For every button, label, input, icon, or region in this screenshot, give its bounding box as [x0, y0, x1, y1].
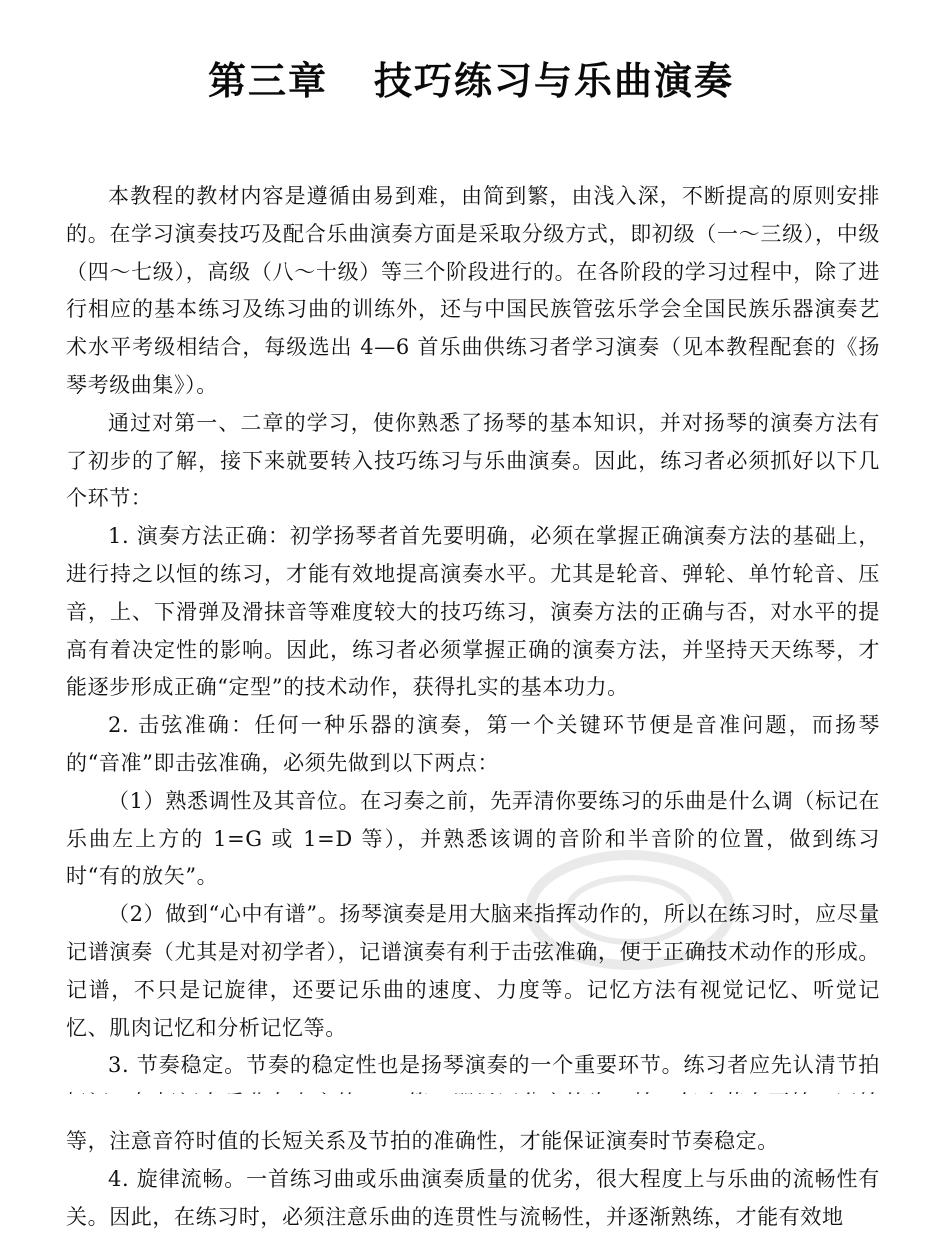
- page-bottom-cutoff: [0, 1094, 942, 1122]
- paragraph-correct-method: 1. 演奏方法正确：初学扬琴者首先要明确，必须在掌握正确演奏方法的基础上，进行持之以恒的练习，才能有效地提高演奏水平。尤其是轮音、弹轮、单竹轮音、压音，上、下滑弹及滑抹音等难度较大的技巧练习，演奏方法的正确与否，对水平的提高有着决定性的影响。因此，练习者必须掌握正确的演奏方法，并坚持天天练琴，才能逐步形成正确“定型”的技术动作，获得扎实的基本功力。: [66, 524, 880, 700]
- rhythm-text-end: 等，注意音符时值的长短关系及节拍的准确性，才能保证演奏时节奏稳定。: [66, 1128, 779, 1153]
- chapter-number: 第三章: [207, 59, 328, 103]
- chapter-heading: [0, 50, 942, 105]
- paragraph-overview: 通过对第一、二章的学习，使你熟悉了扬琴的基本知识，并对扬琴的演奏方法有了初步的了解，接下来就要转入技巧练习与乐曲演奏。因此，练习者必须抓好以下几个环节：: [66, 410, 880, 511]
- paragraph-accurate-striking: 2. 击弦准确：任何一种乐器的演奏，第一个关键环节便是音准问题，而扬琴的“音准”即击弦准确，必须先做到以下两点：: [66, 713, 880, 775]
- paragraph-memorize-score: （2）做到“心中有谱”。扬琴演奏是用大脑来指挥动作的，所以在练习时，应尽量记谱演奏（尤其是对初学者），记谱演奏有利于击弦准确，便于正确技术动作的形成。记谱，不只是记旋律，还要记乐曲的速度、力度等。记忆方法有视觉记忆、听觉记忆、肌肉记忆和分析记忆等。: [66, 902, 880, 1040]
- rhythm-text-start: 3. 节奏稳定。节奏的稳定性也是扬琴演奏的一个重要环节。练习者应先认清节拍: [108, 1053, 880, 1078]
- paragraph-key-and-position: （1）熟悉调性及其音位。在习奏之前，先弄清你要练习的乐曲是什么调（标记在乐曲左上方的 1=G 或 1=D 等），并熟悉该调的音阶和半音阶的位置，做到练习时“有的放矢”。: [66, 788, 880, 889]
- body-text: [66, 178, 880, 1236]
- paragraph-intro: 本教程的教材内容是遵循由易到难，由简到繁，由浅入深，不断提高的原则安排的。在学习演奏技巧及配合乐曲演奏方面是采取分级方式，即初级（一～三级），中级（四～七级），高级（八～十级）等三个阶段进行的。在各阶段的学习过程中，除了进行相应的基本练习及练习曲的训练外，还与中国民族管弦乐学会全国民族乐器演奏艺术水平考级相结合，每级选出 4—6 首乐曲供练习者学习演奏（见本教程配套的《扬琴考级曲集》）。: [66, 184, 880, 397]
- chapter-title: 技巧练习与乐曲演奏: [374, 59, 735, 103]
- paragraph-smooth-melody: 4. 旋律流畅。一首练习曲或乐曲演奏质量的优劣，很大程度上与乐曲的流畅性有关。因此，在练习时，必须注意乐曲的连贯性与流畅性，并逐渐熟练，才能有效地: [66, 1166, 880, 1229]
